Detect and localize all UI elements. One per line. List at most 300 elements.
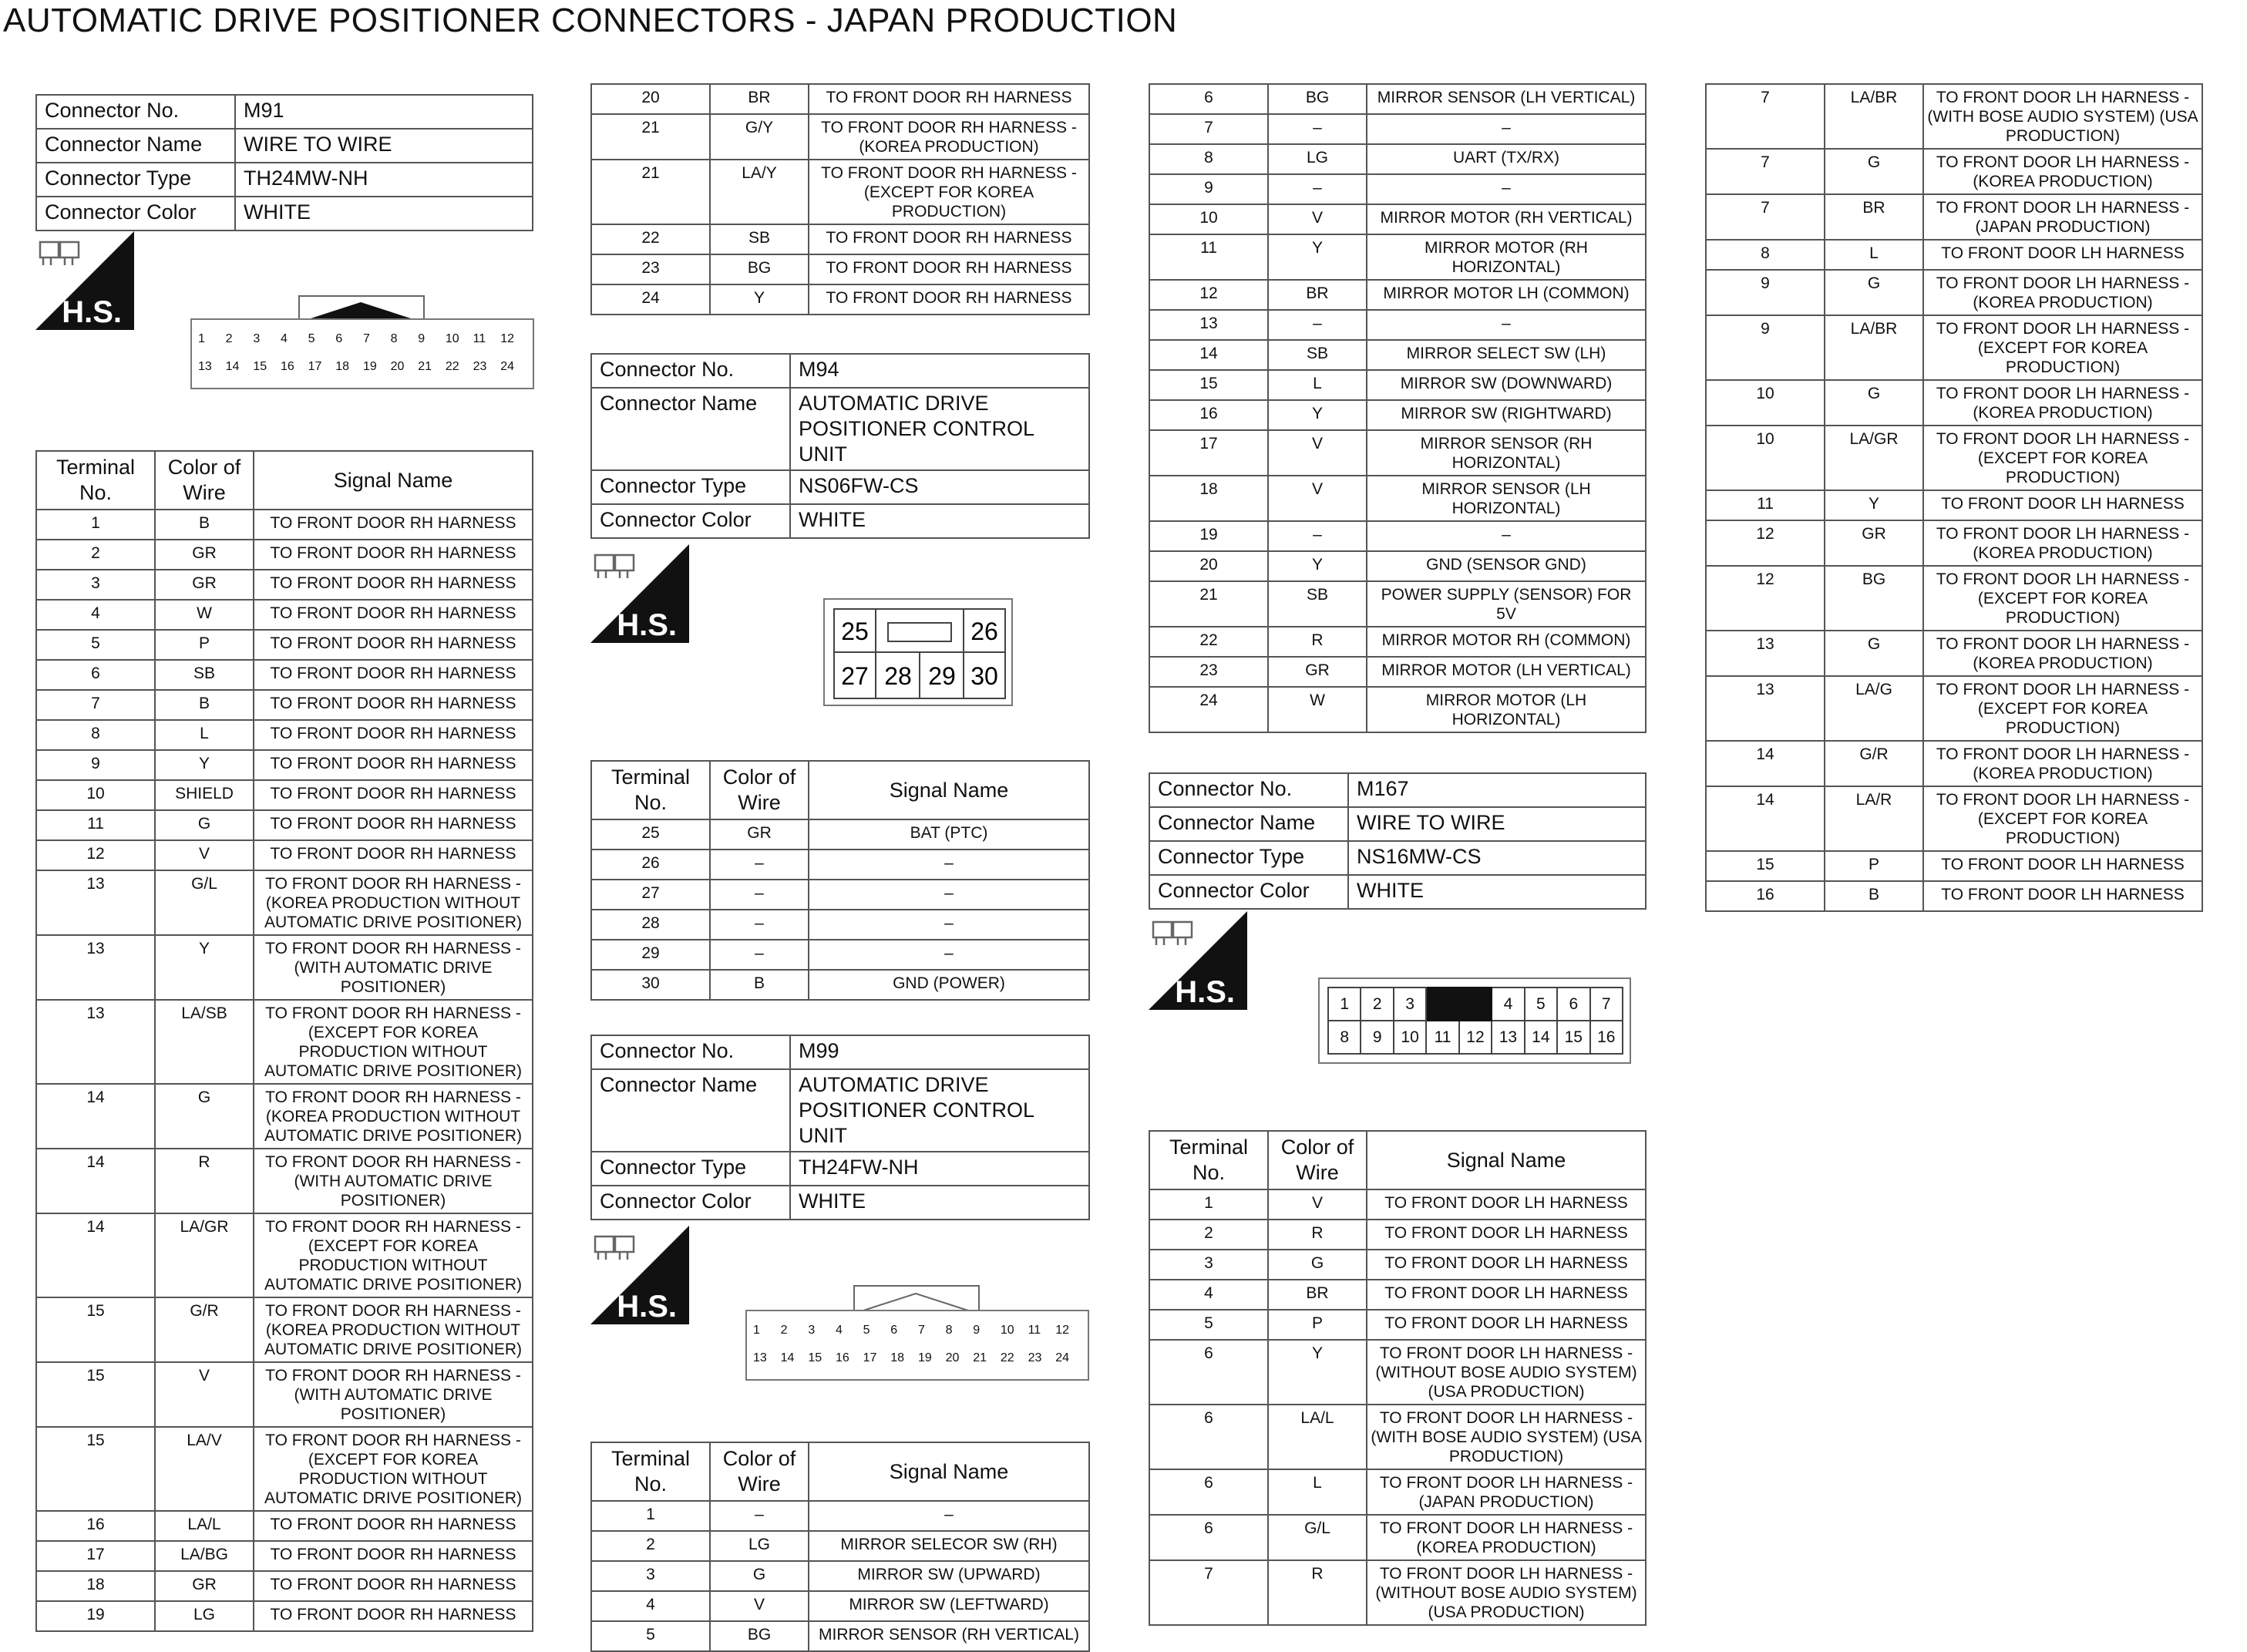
table-row [1149,280,1646,310]
terminal-no-cell: 5 [1149,1310,1268,1340]
terminal-table-m94 [590,760,1090,1001]
wire-color-cell: Y [155,750,254,780]
table-row [36,1149,533,1213]
wire-color-cell: BG [1825,566,1923,631]
signal-name-cell: MIRROR SW (RIGHTWARD) [1367,400,1646,430]
signal-name-cell: MIRROR SW (LEFTWARD) [809,1591,1089,1621]
label-connector-color: Connector Color [591,1186,790,1220]
terminal-no-cell: 16 [36,1511,155,1541]
wire-color-cell: G [155,1084,254,1149]
table-row [591,819,1089,850]
table-row [36,1297,533,1362]
pin-grid [1327,987,1623,1055]
wire-color-cell: B [155,690,254,720]
signal-name-cell: TO FRONT DOOR RH HARNESS - (KOREA PRODUCTION WITHOUT AUTOMATIC DRIVE POSITIONER) [254,870,533,935]
pin-cell: 19 [917,1351,932,1364]
signal-name-cell: BAT (PTC) [809,819,1089,850]
wire-color-cell: – [710,880,809,910]
pin-cell: 7 [917,1324,925,1337]
table-row [36,630,533,660]
table-row [1706,194,2202,240]
table-row [591,910,1089,940]
table-row [36,935,533,1000]
pin-cell: 5 [308,332,315,345]
terminal-no-cell: 12 [1149,280,1268,310]
table-row [36,660,533,690]
terminal-no-cell: 4 [1149,1280,1268,1310]
wire-color-cell: LG [155,1601,254,1631]
harness-side-icon [35,231,134,330]
table-row [36,810,533,840]
terminal-no-cell: 3 [36,570,155,600]
table-row [1706,426,2202,490]
signal-name-cell: TO FRONT DOOR RH HARNESS [254,660,533,690]
table-row [1149,521,1646,551]
pin-cell: 15 [253,360,267,373]
table-row [591,1531,1089,1561]
wire-color-cell: GR [1268,657,1367,687]
wire-color-cell: L [1825,240,1923,270]
table-row [1149,1560,1646,1625]
table-row [1706,520,2202,566]
table-row [591,1591,1089,1621]
signal-name-cell: TO FRONT DOOR LH HARNESS [1367,1220,1646,1250]
terminal-no-cell: 13 [36,935,155,1000]
header-terminal-no: Terminal No. [591,761,710,819]
table-row [36,1213,533,1297]
table-row [1149,1469,1646,1515]
table-row [591,254,1089,284]
table-row [36,780,533,810]
hs-text: H.S. [62,295,122,329]
terminal-no-cell: 2 [1149,1220,1268,1250]
signal-name-cell: GND (SENSOR GND) [1367,551,1646,581]
signal-name-cell: UART (TX/RX) [1367,144,1646,174]
harness-side-icon [590,544,689,643]
signal-name-cell: TO FRONT DOOR LH HARNESS [1367,1280,1646,1310]
wire-color-cell: L [1268,370,1367,400]
wire-color-cell: LA/L [1268,1405,1367,1469]
signal-name-cell: TO FRONT DOOR RH HARNESS [254,720,533,750]
signal-name-cell: MIRROR MOTOR LH (COMMON) [1367,280,1646,310]
header-color-of-wire: Color of Wire [155,451,254,510]
terminal-no-cell: 6 [1149,1405,1268,1469]
terminal-no-cell: 5 [591,1621,710,1651]
pin-28: 28 [884,662,912,690]
wire-color-cell: G [1825,380,1923,426]
terminal-no-cell: 17 [1149,430,1268,476]
table-row [1149,430,1646,476]
terminal-no-cell: 6 [36,660,155,690]
terminal-no-cell: 15 [1149,370,1268,400]
wire-color-cell: LA/G [1825,676,1923,741]
table-row [591,160,1089,224]
wire-color-cell: G [1825,631,1923,676]
wire-color-cell: – [710,850,809,880]
pin-cell: 24 [500,360,515,373]
hs-badge-m99 [590,1226,689,1328]
table-row [1149,144,1646,174]
wire-color-cell: B [1825,881,1923,911]
terminal-no-cell: 23 [591,254,710,284]
pin-cell: 20 [945,1351,960,1364]
label-connector-name: Connector Name [1149,807,1348,841]
wire-color-cell: V [710,1591,809,1621]
header-terminal-no: Terminal No. [591,1442,710,1501]
signal-name-cell: TO FRONT DOOR RH HARNESS [809,224,1089,254]
connector-type-value: NS06FW-CS [790,470,1089,504]
terminal-no-cell: 16 [1149,400,1268,430]
label-connector-name: Connector Name [591,1069,790,1152]
terminal-no-cell: 9 [1706,270,1825,315]
wire-color-cell: G [710,1561,809,1591]
table-row [36,1084,533,1149]
terminal-no-cell: 9 [36,750,155,780]
table-row [591,224,1089,254]
signal-name-cell: TO FRONT DOOR RH HARNESS [254,1541,533,1571]
signal-name-cell: TO FRONT DOOR LH HARNESS - (KOREA PRODUCTION) [1923,741,2202,786]
wire-color-cell: G/L [1268,1515,1367,1560]
signal-name-cell: POWER SUPPLY (SENSOR) FOR 5V [1367,581,1646,627]
table-row [1706,149,2202,194]
wire-color-cell: B [710,970,809,1000]
wire-color-cell: V [1268,204,1367,234]
wire-color-cell: GR [155,1571,254,1601]
label-connector-color: Connector Color [1149,875,1348,909]
table-row [1706,851,2202,881]
signal-name-cell: TO FRONT DOOR LH HARNESS - (KOREA PRODUCTION) [1923,631,2202,676]
pin-row [752,1317,1082,1344]
terminal-no-cell: 6 [1149,1469,1268,1515]
table-row [1149,340,1646,370]
terminal-no-cell: 1 [591,1501,710,1531]
signal-name-cell: TO FRONT DOOR RH HARNESS [254,810,533,840]
pin-row [752,1344,1082,1372]
table-row [1706,380,2202,426]
label-connector-type: Connector Type [36,163,235,197]
terminal-table-m167 [1149,1130,1647,1626]
table-row [36,1427,533,1511]
terminal-no-cell: 12 [1706,520,1825,566]
wire-color-cell: P [1825,851,1923,881]
wire-color-cell: LA/L [155,1511,254,1541]
pin-cell: 18 [890,1351,905,1364]
terminal-no-cell: 14 [36,1213,155,1297]
terminal-no-cell: 4 [591,1591,710,1621]
table-row [1149,1280,1646,1310]
terminal-no-cell: 23 [1149,657,1268,687]
wire-color-cell: BR [1268,280,1367,310]
signal-name-cell: TO FRONT DOOR LH HARNESS [1923,851,2202,881]
wire-color-cell: Y [1268,400,1367,430]
table-row [1149,551,1646,581]
pin-cell: 11 [473,332,486,345]
wire-color-cell: – [1268,521,1367,551]
terminal-table-m167-continued [1705,83,2203,912]
terminal-no-cell: 7 [1149,1560,1268,1625]
signal-name-cell: TO FRONT DOOR RH HARNESS [254,570,533,600]
terminal-no-cell: 21 [591,160,710,224]
terminal-no-cell: 3 [1149,1250,1268,1280]
terminal-no-cell: 7 [1149,114,1268,144]
table-row [1149,174,1646,204]
signal-name-cell: TO FRONT DOOR LH HARNESS [1923,240,2202,270]
pin-cell: 10 [445,332,459,345]
wire-color-cell: V [155,1362,254,1427]
table-row [36,1571,533,1601]
signal-name-cell: TO FRONT DOOR LH HARNESS - (KOREA PRODUCTION) [1923,149,2202,194]
terminal-no-cell: 17 [36,1541,155,1571]
table-row [591,84,1089,114]
signal-name-cell: TO FRONT DOOR RH HARNESS - (EXCEPT FOR KOREA PRODUCTION WITHOUT AUTOMATIC DRIVE POSITIONER) [254,1427,533,1511]
signal-name-cell: TO FRONT DOOR LH HARNESS - (EXCEPT FOR KOREA PRODUCTION) [1923,786,2202,851]
signal-name-cell: TO FRONT DOOR LH HARNESS - (EXCEPT FOR KOREA PRODUCTION) [1923,426,2202,490]
wire-color-cell: – [1268,174,1367,204]
wire-color-cell: B [155,510,254,540]
signal-name-cell: MIRROR MOTOR RH (COMMON) [1367,627,1646,657]
wire-color-cell: BG [710,1621,809,1651]
terminal-no-cell: 20 [591,84,710,114]
wire-color-cell: Y [1825,490,1923,520]
wire-color-cell: GR [155,540,254,570]
label-connector-name: Connector Name [591,388,790,470]
table-row [591,940,1089,970]
terminal-no-cell: 28 [591,910,710,940]
table-row [1706,240,2202,270]
terminal-no-cell: 1 [36,510,155,540]
table-row [36,840,533,870]
wire-color-cell: SHIELD [155,780,254,810]
signal-name-cell: GND (POWER) [809,970,1089,1000]
terminal-no-cell: 2 [591,1531,710,1561]
terminal-no-cell: 8 [1706,240,1825,270]
table-row [1706,881,2202,911]
wire-color-cell: L [155,720,254,750]
label-connector-type: Connector Type [591,470,790,504]
table-row [1149,234,1646,280]
terminal-no-cell: 12 [36,840,155,870]
connector-color-value: WHITE [790,504,1089,538]
signal-name-cell: TO FRONT DOOR RH HARNESS - (WITH AUTOMATIC DRIVE POSITIONER) [254,1149,533,1213]
connector-color-value: WHITE [235,197,533,230]
pin-cell: 13 [198,360,212,373]
table-row [36,1601,533,1631]
connector-info-m167 [1149,772,1647,910]
signal-name-cell: TO FRONT DOOR RH HARNESS - (KOREA PRODUCTION) [809,114,1089,160]
terminal-no-cell: 6 [1149,1515,1268,1560]
wire-color-cell: G [1825,149,1923,194]
terminal-no-cell: 22 [1149,627,1268,657]
signal-name-cell: TO FRONT DOOR LH HARNESS - (EXCEPT FOR KOREA PRODUCTION) [1923,315,2202,380]
pin-cell: 3 [1394,987,1426,1021]
pin-cell: 14 [225,360,240,373]
terminal-no-cell: 12 [1706,566,1825,631]
pin-lock-key [1459,987,1492,1021]
signal-name-cell: – [809,880,1089,910]
signal-name-cell: TO FRONT DOOR RH HARNESS [254,690,533,720]
signal-name-cell: MIRROR SW (UPWARD) [809,1561,1089,1591]
wire-color-cell: G/R [155,1297,254,1362]
terminal-no-cell: 15 [1706,851,1825,881]
signal-name-cell: MIRROR SENSOR (LH VERTICAL) [1367,84,1646,114]
terminal-no-cell: 10 [1706,426,1825,490]
terminal-no-cell: 11 [1149,234,1268,280]
terminal-no-cell: 5 [36,630,155,660]
harness-side-icon [590,1226,689,1324]
terminal-no-cell: 18 [36,1571,155,1601]
table-row [591,850,1089,880]
signal-name-cell: MIRROR MOTOR (LH VERTICAL) [1367,657,1646,687]
terminal-no-cell: 10 [1149,204,1268,234]
signal-name-cell: TO FRONT DOOR RH HARNESS [809,84,1089,114]
pin-cell: 12 [1459,1021,1492,1054]
table-row [1706,84,2202,149]
pin-cell: 23 [1028,1351,1042,1364]
pin-cell: 13 [753,1351,767,1364]
pin-grid [197,325,527,381]
table-row [591,284,1089,315]
signal-name-cell: TO FRONT DOOR RH HARNESS [254,750,533,780]
terminal-no-cell: 13 [1706,676,1825,741]
table-row [1149,114,1646,144]
header-color-of-wire: Color of Wire [710,1442,809,1501]
signal-name-cell: TO FRONT DOOR LH HARNESS [1923,881,2202,911]
table-row [1149,476,1646,521]
terminal-no-cell: 18 [1149,476,1268,521]
pin-cell: 11 [1426,1021,1458,1054]
pin-cell: 6 [1557,987,1589,1021]
pin-26: 26 [970,617,998,645]
signal-name-cell: MIRROR SENSOR (RH HORIZONTAL) [1367,430,1646,476]
pin-cell: 14 [780,1351,795,1364]
harness-side-icon [1149,911,1247,1010]
wire-color-cell: LG [1268,144,1367,174]
wire-color-cell: SB [1268,581,1367,627]
wire-color-cell: Y [1268,551,1367,581]
wire-color-cell: SB [1268,340,1367,370]
pin-cell: 8 [1328,1021,1361,1054]
signal-name-cell: TO FRONT DOOR RH HARNESS [254,1601,533,1631]
table-row [1149,84,1646,114]
pin-cell: 19 [362,360,377,373]
label-connector-type: Connector Type [591,1152,790,1186]
header-row [591,761,1089,819]
signal-name-cell: MIRROR SW (DOWNWARD) [1367,370,1646,400]
terminal-no-cell: 21 [591,114,710,160]
wire-color-cell: G/L [155,870,254,935]
signal-name-cell: TO FRONT DOOR LH HARNESS - (WITHOUT BOSE AUDIO SYSTEM) (USA PRODUCTION) [1367,1340,1646,1405]
connector-info-m91 [35,94,533,231]
table-row [591,114,1089,160]
table-row [591,1621,1089,1651]
terminal-table-m91 [35,450,533,1632]
pin-row [197,353,527,381]
header-row [1149,1131,1646,1189]
signal-name-cell: – [809,940,1089,970]
connector-face-m91 [190,291,535,390]
pin-cell: 10 [1394,1021,1426,1054]
signal-name-cell: TO FRONT DOOR LH HARNESS - (WITH BOSE AUDIO SYSTEM) (USA PRODUCTION) [1923,84,2202,149]
connector-type-value: NS16MW-CS [1348,841,1646,875]
signal-name-cell: TO FRONT DOOR LH HARNESS - (KOREA PRODUCTION) [1923,380,2202,426]
terminal-no-cell: 15 [36,1297,155,1362]
wire-color-cell: LA/BR [1825,84,1923,149]
terminal-no-cell: 8 [1149,144,1268,174]
pin-cell: 2 [780,1324,788,1337]
wire-color-cell: R [1268,1560,1367,1625]
pin-cell: 9 [418,332,426,345]
wire-color-cell: LA/GR [155,1213,254,1297]
table-row [1149,400,1646,430]
connector-name-value: WIRE TO WIRE [235,129,533,163]
terminal-no-cell: 24 [591,284,710,315]
pin-cell: 6 [335,332,343,345]
pin-cell: 9 [973,1324,981,1337]
label-connector-color: Connector Color [591,504,790,538]
pin-cell: 13 [1492,1021,1524,1054]
pin-cell: 3 [808,1324,816,1337]
terminal-no-cell: 7 [1706,84,1825,149]
pin-cell: 5 [1525,987,1557,1021]
wire-color-cell: V [155,840,254,870]
pin-cell: 9 [1361,1021,1393,1054]
terminal-no-cell: 22 [591,224,710,254]
table-row [1149,627,1646,657]
wire-color-cell: L [1268,1469,1367,1515]
terminal-table-m99 [590,1442,1090,1652]
label-connector-no: Connector No. [1149,773,1348,807]
pin-cell: 22 [1000,1351,1014,1364]
wire-color-cell: W [155,600,254,630]
table-row [1706,490,2202,520]
connector-no-value: M94 [790,354,1089,388]
wire-color-cell: LA/R [1825,786,1923,851]
wire-color-cell: LA/BG [155,1541,254,1571]
pin-cell: 4 [280,332,288,345]
table-row [1149,657,1646,687]
table-row [1149,1340,1646,1405]
pin-row [1328,1021,1623,1054]
hs-badge-m167 [1149,911,1247,1014]
table-row [1149,370,1646,400]
header-signal-name: Signal Name [809,761,1089,819]
signal-name-cell: – [1367,521,1646,551]
pin-cell: 4 [1492,987,1524,1021]
terminal-no-cell: 19 [36,1601,155,1631]
table-row [1149,1310,1646,1340]
signal-name-cell: TO FRONT DOOR RH HARNESS - (EXCEPT FOR KOREA PRODUCTION WITHOUT AUTOMATIC DRIVE POSITIONER) [254,1000,533,1084]
wire-color-cell: Y [1268,234,1367,280]
pin-25: 25 [841,617,869,645]
signal-name-cell: MIRROR MOTOR (RH VERTICAL) [1367,204,1646,234]
table-row [1149,310,1646,340]
wire-color-cell: P [1268,1310,1367,1340]
connector-name-value: AUTOMATIC DRIVE POSITIONER CONTROL UNIT [790,1069,1089,1152]
wire-color-cell: R [1268,627,1367,657]
header-row [36,451,533,510]
wire-color-cell: GR [155,570,254,600]
wire-color-cell: R [1268,1220,1367,1250]
label-connector-type: Connector Type [1149,841,1348,875]
terminal-no-cell: 13 [1149,310,1268,340]
wire-color-cell: – [1268,114,1367,144]
signal-name-cell: TO FRONT DOOR RH HARNESS - (WITH AUTOMATIC DRIVE POSITIONER) [254,935,533,1000]
pin-cell: 16 [280,360,294,373]
pin-cell: 17 [863,1351,877,1364]
wire-color-cell: LA/V [155,1427,254,1511]
label-connector-no: Connector No. [591,1035,790,1069]
table-row [36,870,533,935]
